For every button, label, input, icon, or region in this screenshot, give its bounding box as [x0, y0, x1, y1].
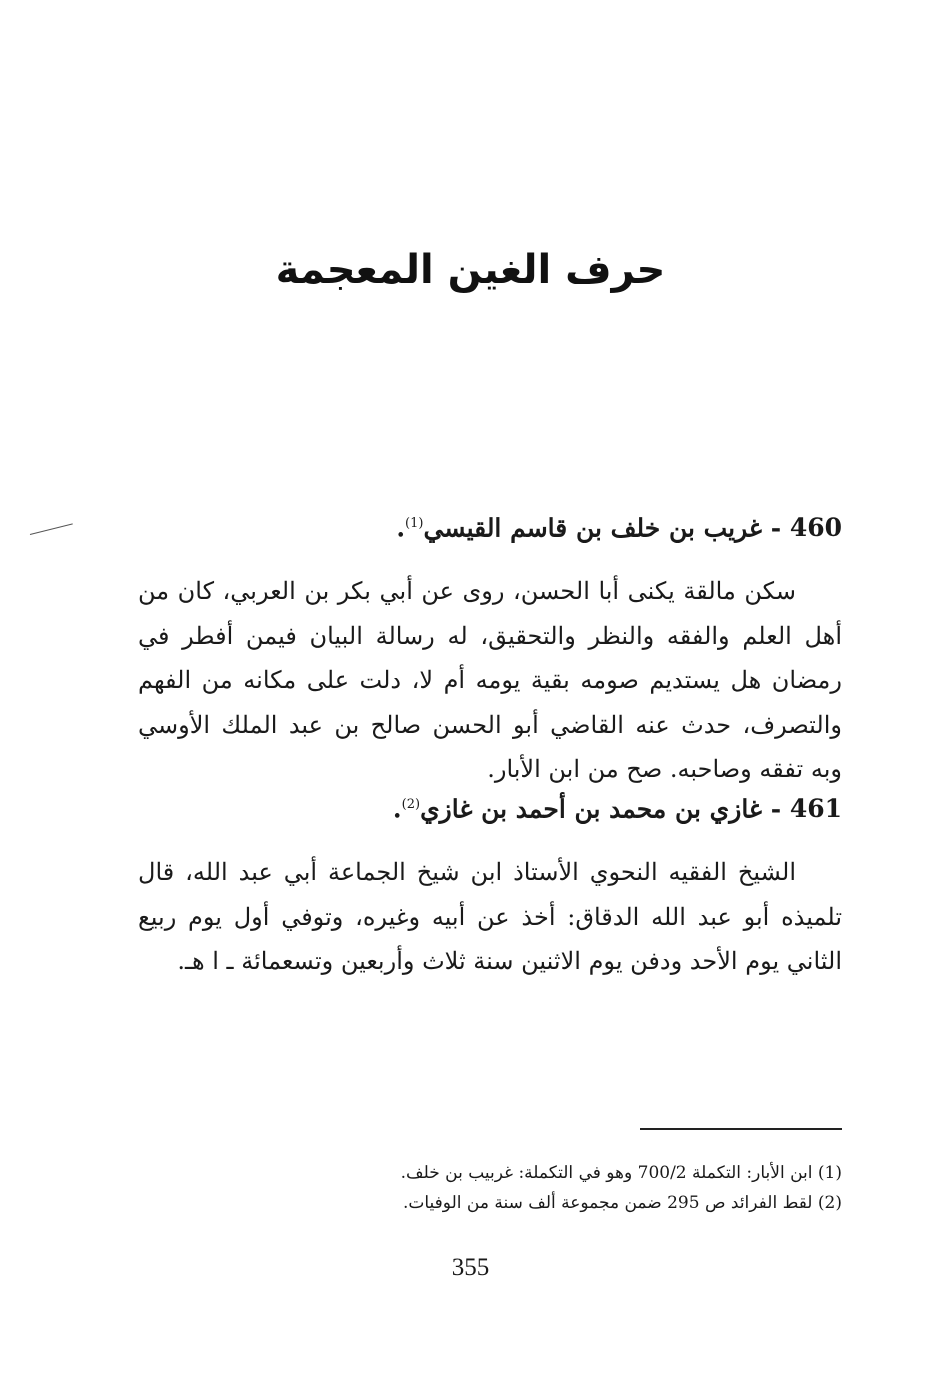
footnote-2: (2) لقط الفرائد ص 295 ضمن مجموعة ألف سنة من الوفيات.: [402, 1193, 842, 1213]
entry-body: [138, 569, 842, 792]
entry-end-punct: .: [392, 794, 402, 824]
entry-name: غازي بن محمد بن أحمد بن غازي: [420, 794, 763, 824]
entry-460: [138, 504, 842, 792]
entry-body: [138, 850, 842, 984]
entry-body-text: الشيخ الفقيه النحوي الأستاذ ابن شيخ الجماعة أبي عبد الله، قال تلميذه أبو عبد الله الدقاق: أخذ عن أبيه وغيره، وتوفي أول يوم ربيع الثاني يوم الأحد ودفن يوم الاثنين سنة ثلاث وأربعين وتسعمائة ـ ا هـ.: [138, 858, 842, 976]
entry-body-text: سكن مالقة يكنى أبا الحسن، روى عن أبي بكر بن العربي، كان من أهل العلم والفقه والنظر والتحقيق، له رسالة البيان فيمن أفطر في رمضان هل يستديم صومه بقية يومه أم لا، دلت على مكانه من الفهم والتصرف، حدث عنه القاضي أبو الحسن صالح بن عبد الملك الأوسي وبه تفقه وصاحبه. صح من ابن الأبار.: [138, 577, 842, 784]
entry-461: [138, 785, 842, 984]
footnote-separator: [640, 1128, 842, 1130]
footnote-ref: (2): [401, 797, 421, 812]
footnote-1: (1) ابن الأبار: التكملة 700/2 وهو في التكملة: غربيب بن خلف.: [400, 1163, 842, 1183]
margin-pen-mark: [30, 523, 73, 535]
entry-heading: [138, 504, 842, 548]
footnotes: [138, 1158, 842, 1218]
entry-heading: [138, 785, 842, 829]
entry-dash: -: [762, 794, 790, 824]
footnote-ref: (1): [405, 516, 424, 531]
entry-dash: -: [762, 513, 790, 543]
entry-number: 460: [789, 513, 842, 543]
page-number: 355: [451, 1254, 490, 1281]
entry-end-punct: .: [396, 513, 406, 543]
entry-number: 461: [789, 794, 842, 824]
chapter-title: حرف الغين المعجمة: [275, 247, 666, 293]
entry-name: غريب بن خلف بن قاسم القيسي: [423, 513, 763, 543]
